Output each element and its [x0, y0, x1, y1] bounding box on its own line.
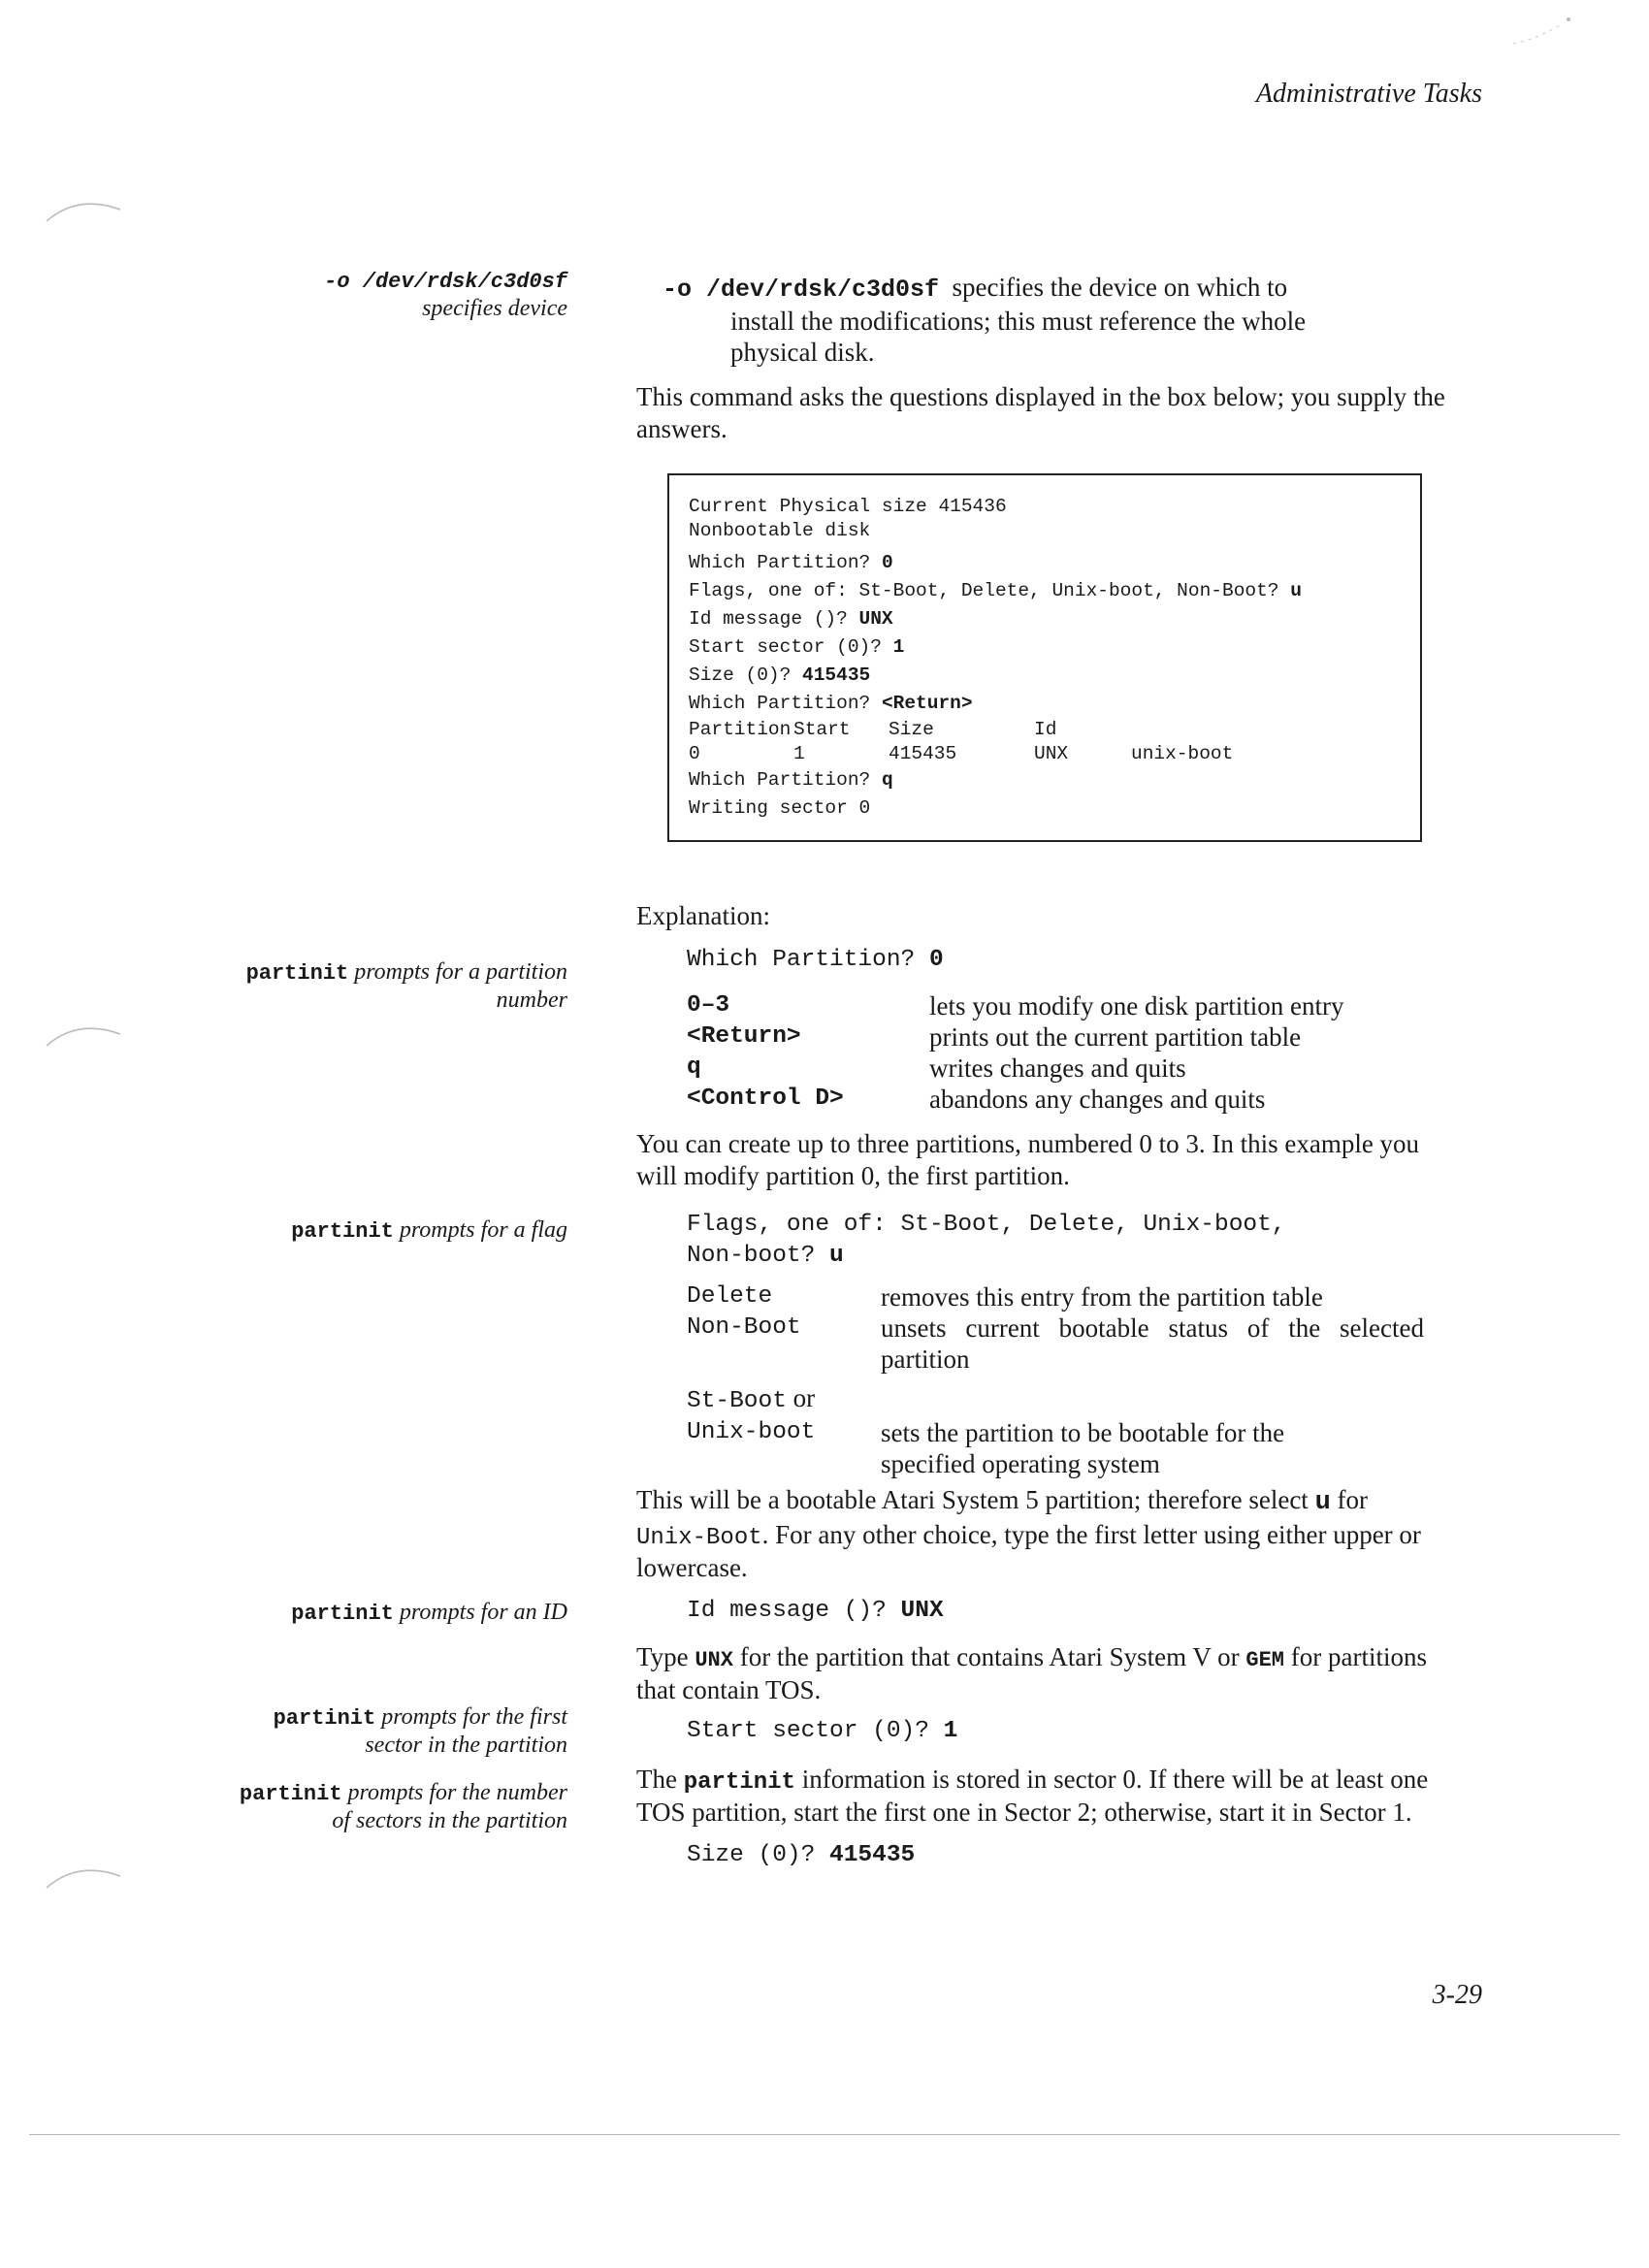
margin-code: partinit [239, 1782, 342, 1806]
user-answer: 415435 [829, 1842, 916, 1868]
user-answer: 0 [881, 552, 893, 573]
partition-key-table [687, 990, 1482, 1115]
prompt-flags [687, 1210, 1286, 1272]
flag-desc: unsets current bootable status of the selected [881, 1313, 1424, 1343]
margin-note-partition [179, 958, 567, 1015]
dialog-line: Which Partition? <Return> [689, 693, 973, 714]
user-answer: u [829, 1243, 844, 1269]
prompt-which-partition: Which Partition? 0 [687, 947, 944, 973]
key-label: q [687, 1054, 701, 1081]
flag-key-or: or [786, 1383, 816, 1412]
option-description [663, 272, 1487, 369]
paragraph-sector [636, 1764, 1480, 1829]
paragraph-line: answers. [636, 413, 728, 443]
margin-code: partinit [245, 961, 349, 986]
list-item [687, 1417, 1424, 1448]
margin-text: specifies device [422, 296, 567, 322]
dialog-line: Id message ()? UNX [689, 608, 893, 630]
table-cell: UNX [1034, 743, 1069, 764]
list-item [687, 1382, 1424, 1417]
key-desc: prints out the current partition table [929, 1022, 1302, 1052]
user-answer: UNX [858, 608, 893, 630]
partition-table-header [689, 718, 1403, 742]
flag-desc: removes this entry from the partition table [881, 1282, 1323, 1312]
paragraph-line: lowercase. [636, 1553, 748, 1583]
flag-desc: partition [881, 1345, 970, 1374]
margin-code: partinit [291, 1602, 394, 1626]
flag-desc: sets the partition to be bootable for the [881, 1418, 1285, 1447]
key-label: 0–3 [687, 992, 730, 1019]
option-text: specifies the device on which to [952, 273, 1288, 302]
paragraph-id [636, 1641, 1480, 1706]
prompt-start-sector: Start sector (0)? 1 [687, 1718, 958, 1744]
inline-code: UNX [695, 1648, 733, 1672]
user-answer: 1 [943, 1718, 958, 1744]
margin-text: prompts for a flag [393, 1217, 567, 1243]
list-item [687, 1344, 1424, 1375]
key-label: <Return> [687, 1023, 801, 1050]
table-header-cell: Size [889, 719, 934, 740]
margin-text: sector in the partition [365, 1733, 567, 1759]
margin-note-size [179, 1779, 567, 1835]
explanation-heading: Explanation: [636, 901, 770, 930]
dialog-line: Start sector (0)? 1 [689, 636, 905, 658]
user-answer: 1 [892, 636, 905, 658]
intro-paragraph [636, 381, 1480, 445]
table-cell: unix-boot [1131, 743, 1234, 764]
dialog-line: Which Partition? q [689, 769, 893, 791]
paragraph-line: This command asks the questions displayed in the box below; you supply the [636, 382, 1445, 411]
margin-text: of sectors in the partition [332, 1808, 567, 1834]
margin-note-start-sector [179, 1703, 567, 1760]
page-number: 3-29 [1432, 1980, 1482, 2010]
list-item [687, 990, 1482, 1021]
terminal-dialog-box [667, 473, 1422, 842]
flag-table [687, 1281, 1424, 1479]
option-text: physical disk. [730, 338, 875, 368]
margin-note-device [179, 270, 567, 323]
user-answer: q [881, 769, 893, 791]
user-answer: 0 [928, 947, 944, 973]
footer-divider [29, 2134, 1620, 2135]
user-answer: <Return> [881, 693, 973, 714]
inline-code: GEM [1245, 1648, 1284, 1672]
margin-note-flag [179, 1216, 567, 1245]
list-item [687, 1053, 1482, 1084]
flag-key: Delete [687, 1283, 773, 1310]
paragraph-line: You can create up to three partitions, numbered 0 to 3. In this example you [636, 1129, 1420, 1158]
margin-code: partinit [291, 1219, 394, 1244]
option-text: install the modifications; this must reference the whole [730, 306, 1307, 336]
key-label: <Control D> [687, 1085, 844, 1112]
list-item [687, 1281, 1424, 1312]
dialog-line: Flags, one of: St-Boot, Delete, Unix-boot, Non-Boot? u [689, 580, 1302, 601]
margin-note-id [179, 1599, 567, 1627]
paragraph-partitions [636, 1128, 1480, 1192]
binder-hole-icon [39, 1859, 126, 1897]
margin-code: partinit [273, 1706, 376, 1731]
paragraph-line: will modify partition 0, the first partition. [636, 1160, 1070, 1190]
margin-code: -o /dev/rdsk/c3d0sf [324, 270, 567, 294]
prompt-line: Flags, one of: St-Boot, Delete, Unix-boot, [687, 1212, 1286, 1238]
paragraph-line: that contain TOS. [636, 1674, 822, 1704]
margin-text: prompts for the number [341, 1780, 567, 1805]
partition-table-row [689, 742, 1403, 766]
table-header-cell: Id [1034, 719, 1057, 740]
prompt-size: Size (0)? 415435 [687, 1842, 916, 1868]
key-desc: writes changes and quits [929, 1053, 1186, 1083]
table-cell: 1 [793, 743, 805, 764]
binder-hole-icon [39, 192, 126, 231]
inline-code: u [1314, 1488, 1331, 1517]
margin-text: number [496, 988, 567, 1014]
flag-desc: specified operating system [881, 1449, 1160, 1478]
running-header: Administrative Tasks [1255, 79, 1482, 109]
list-item [687, 1084, 1482, 1115]
prompt-line: Non-boot? [687, 1243, 830, 1269]
margin-text: prompts for an ID [393, 1600, 567, 1625]
margin-text: prompts for the first [375, 1704, 567, 1730]
dialog-line: Size (0)? 415435 [689, 664, 871, 686]
flag-key: St-Boot [687, 1388, 787, 1414]
inline-code: partinit [683, 1769, 795, 1796]
user-answer: UNX [900, 1598, 944, 1624]
option-flag: -o /dev/rdsk/c3d0sf [663, 275, 940, 304]
dialog-line: Writing sector 0 [689, 797, 871, 819]
dialog-line: Current Physical size 415436 [689, 496, 1007, 517]
inline-code: Unix-Boot [636, 1524, 762, 1551]
key-desc: abandons any changes and quits [929, 1085, 1266, 1114]
paragraph-line: Unix-Boot. For any other choice, type the first letter using either upper or [636, 1519, 1421, 1551]
list-item [687, 1312, 1424, 1344]
paragraph-bootable [636, 1484, 1480, 1584]
paragraph-line: This will be a bootable Atari System 5 partition; therefore select u for [636, 1485, 1368, 1517]
table-cell: 0 [689, 743, 700, 764]
dialog-line: Which Partition? 0 [689, 552, 893, 573]
prompt-id-message: Id message ()? UNX [687, 1598, 944, 1624]
table-header-cell: Start [793, 719, 851, 740]
list-item [687, 1021, 1482, 1053]
list-item [687, 1448, 1424, 1479]
flag-key: Non-Boot [687, 1314, 801, 1341]
flag-key: Unix-boot [687, 1419, 816, 1445]
scan-speck-icon [1508, 10, 1576, 49]
binder-hole-icon [39, 1017, 126, 1055]
margin-text: prompts for a partition [348, 959, 567, 985]
paragraph-line: The partinit information is stored in sector 0. If there will be at least one [636, 1765, 1429, 1796]
user-answer: 415435 [802, 664, 871, 686]
dialog-line: Nonbootable disk [689, 520, 871, 541]
table-cell: 415435 [889, 743, 957, 764]
paragraph-line: TOS partition, start the first one in Sector 2; otherwise, start it in Sector 1. [636, 1798, 1412, 1828]
table-header-cell: Partition [689, 719, 792, 740]
key-desc: lets you modify one disk partition entry [929, 991, 1344, 1021]
paragraph-line: Type UNX for the partition that contains Atari System V or GEM for partitions [636, 1642, 1427, 1672]
user-answer: u [1290, 580, 1302, 601]
